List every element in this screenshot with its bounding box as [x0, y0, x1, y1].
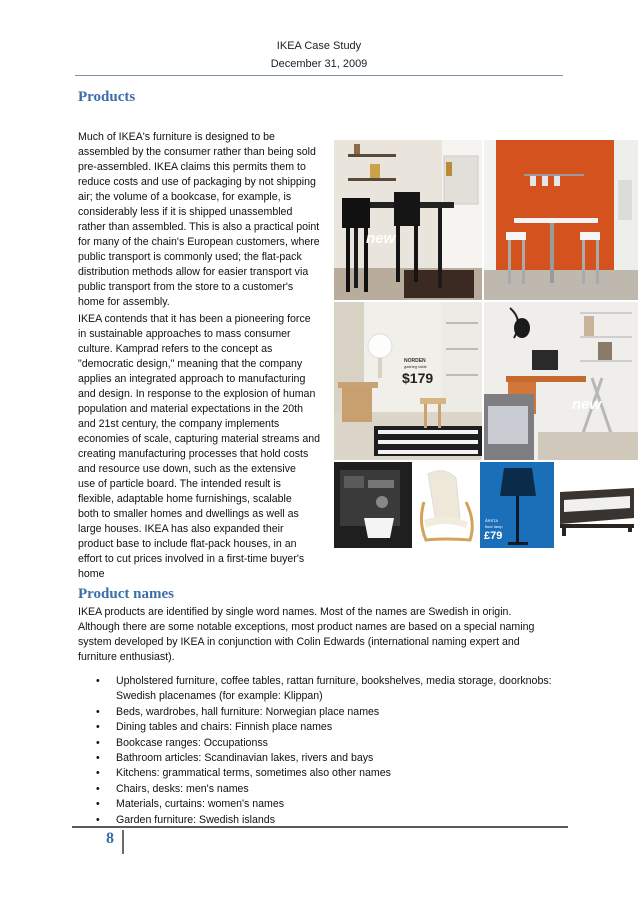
list-item: • Kitchens: grammatical terms, sometimes also other names — [94, 766, 552, 781]
bullet-glyph: • — [96, 813, 100, 826]
photo-floor-lamp — [480, 462, 554, 548]
price-tag-brand: NORDEN — [404, 358, 426, 364]
text-line: public transport is commonly used; the flat-pack — [78, 251, 302, 263]
product-names-heading: Product names — [78, 586, 174, 602]
text-line: pre-assembled. IKEA claims this permits them to — [78, 161, 306, 173]
text-line: economies of scale, capturing material streams and — [78, 433, 321, 445]
text-line: and design. In response to the explosion of human — [78, 388, 316, 400]
text-line: flexible, adaptable home furnishings, scalable — [78, 493, 292, 505]
text-line: both to smaller homes and dwellings as well as — [78, 508, 299, 520]
lamp-subtitle: floor lamp — [485, 524, 503, 529]
list-item-continuation: Swedish placenames (for example: Klippan) — [116, 690, 323, 703]
text-line: home for assembly. — [78, 296, 170, 308]
products-heading: Products — [78, 89, 136, 105]
new-badge: new — [366, 230, 396, 247]
products-paragraph-1 — [78, 130, 320, 310]
new-badge: new — [572, 396, 602, 413]
page-number-divider — [122, 830, 124, 854]
list-item: • Beds, wardrobes, hall furniture: Norwegian place names — [94, 705, 552, 720]
orange-kitchen-illustration — [484, 140, 638, 300]
text-line: reduce costs and use of packaging by not shipping — [78, 176, 316, 188]
bullet-glyph: • — [96, 752, 100, 765]
bar-stools-illustration — [334, 140, 482, 300]
price-tag-value: $179 — [402, 370, 434, 386]
text-line: Although there are some notable exceptions, most product names are based on a special naming — [78, 621, 535, 633]
list-item: • Bookcase ranges: Occupationss — [94, 736, 552, 751]
bullet-glyph: • — [96, 798, 100, 811]
text-line: product base to include flat-pack houses, in an — [78, 538, 297, 550]
text-line: air; the volume of a bookcase, for example, is — [78, 191, 292, 203]
list-item: • Materials, curtains: women's names — [94, 797, 552, 812]
text-line: "democratic design," meaning that the company — [78, 358, 303, 370]
photo-bar-stools — [334, 140, 482, 300]
list-item: • Upholstered furniture, coffee tables, rattan furniture, bookshelves, media storage, doorknobs: — [94, 674, 552, 689]
product-photo-collage — [334, 140, 638, 550]
home-office-illustration — [484, 302, 638, 460]
bullet-glyph: • — [96, 675, 100, 687]
text-line: system developed by IKEA in conjunction with Colin Edwards (international naming expert and — [78, 636, 520, 648]
products-paragraph-3 — [78, 462, 304, 582]
document-title: IKEA Case Study — [276, 40, 362, 52]
list-item: • Garden furniture: Swedish islands — [94, 813, 552, 828]
text-line: public transport from the store to a customer's — [78, 281, 294, 293]
list-item: • Dining tables and chairs: Finnish place names — [94, 720, 552, 735]
photo-coffee-machine — [334, 462, 412, 548]
text-line: use of particle board. The intended result is — [78, 478, 281, 490]
photo-armchair — [414, 462, 478, 548]
products-paragraph-2 — [78, 312, 320, 462]
bullet-glyph: • — [96, 782, 100, 795]
text-line: distribution methods allow for easier transport via — [78, 266, 309, 278]
lamp-name: ÅRSTA — [485, 518, 499, 523]
text-line: population and material expectations in the 20th — [78, 403, 303, 415]
text-line: IKEA contends that it has been a pioneering force — [78, 313, 311, 325]
photo-orange-kitchen — [484, 140, 638, 300]
text-line: large houses. IKEA has also expanded their — [78, 523, 284, 535]
text-line: and 21st century, the company implements — [78, 418, 280, 430]
text-line: creating manufacturing processes that hold costs — [78, 448, 309, 460]
text-line: applies an integrated approach to manufacturing — [78, 373, 306, 385]
text-line: home — [78, 568, 105, 580]
armchair-illustration — [414, 462, 478, 548]
product-names-intro — [78, 605, 534, 665]
list-item: • Chairs, desks: men's names — [94, 782, 552, 797]
bullet-glyph: • — [96, 705, 100, 718]
naming-rules-list — [94, 674, 552, 828]
text-line: assembled by the consumer rather than being sold — [78, 146, 316, 158]
coffee-machine-illustration — [334, 462, 412, 548]
text-line: rather than assembled. This is also a practical point — [78, 221, 320, 233]
text-line: for many of the chain's European customers, where — [78, 236, 320, 248]
text-line: culture. Kamprad refers to the concept as — [78, 343, 273, 355]
document-date: December 31, 2009 — [270, 58, 368, 70]
list-item: • Bathroom articles: Scandinavian lakes, rivers and bays — [94, 751, 552, 766]
text-line: furniture enthusiast). — [78, 651, 175, 663]
daybed-illustration — [556, 462, 638, 548]
header-rule — [75, 75, 563, 76]
bullet-glyph: • — [96, 736, 100, 749]
text-line: and resource use down, such as the extensive — [78, 463, 296, 475]
text-line: IKEA products are identified by single word names. Most of the names are Swedish in origin. — [78, 606, 512, 618]
page-number: 8 — [106, 830, 114, 847]
footer-rule — [72, 826, 568, 828]
bullet-glyph: • — [96, 767, 100, 780]
text-line: considerably less if it is shipped unassembled — [78, 206, 293, 218]
text-line: in sustainable approaches to mass consumer — [78, 328, 291, 340]
lamp-price: £79 — [484, 530, 503, 542]
text-line: Much of IKEA's furniture is designed to be — [78, 131, 275, 143]
text-line: effort to cut prices involved in a first-time buyer's — [78, 553, 305, 565]
bullet-glyph: • — [96, 721, 100, 734]
photo-home-office — [484, 302, 638, 460]
photo-gateleg-table — [334, 302, 482, 460]
price-tag-subtitle: gateleg table — [404, 364, 427, 369]
photo-daybed — [556, 462, 638, 548]
